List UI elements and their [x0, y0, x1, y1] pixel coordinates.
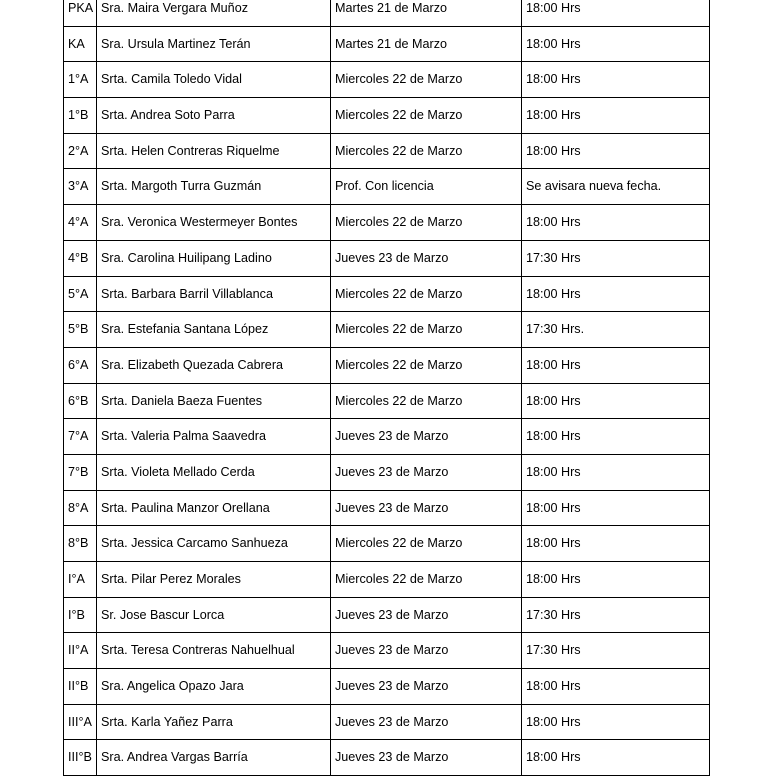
meeting-schedule-table — [63, 0, 710, 776]
date-cell: Miercoles 22 de Marzo — [331, 312, 522, 348]
time-cell: 17:30 Hrs. — [522, 312, 710, 348]
teacher-cell: Sra. Estefania Santana López — [97, 312, 331, 348]
date-cell: Prof. Con licencia — [331, 169, 522, 205]
table-row — [64, 0, 710, 26]
time-cell: Se avisara nueva fecha. — [522, 169, 710, 205]
teacher-cell: Sra. Elizabeth Quezada Cabrera — [97, 347, 331, 383]
teacher-cell: Srta. Paulina Manzor Orellana — [97, 490, 331, 526]
course-cell: 4°B — [64, 240, 97, 276]
time-cell: 18:00 Hrs — [522, 276, 710, 312]
course-cell: II°B — [64, 669, 97, 705]
time-cell: 18:00 Hrs — [522, 347, 710, 383]
time-cell: 18:00 Hrs — [522, 205, 710, 241]
date-cell: Martes 21 de Marzo — [331, 0, 522, 26]
time-cell: 17:30 Hrs — [522, 240, 710, 276]
course-cell: 8°A — [64, 490, 97, 526]
date-cell: Miercoles 22 de Marzo — [331, 526, 522, 562]
date-cell: Jueves 23 de Marzo — [331, 240, 522, 276]
teacher-cell: Srta. Jessica Carcamo Sanhueza — [97, 526, 331, 562]
teacher-cell: Srta. Pilar Perez Morales — [97, 562, 331, 598]
course-cell: KA — [64, 26, 97, 62]
table-row — [64, 704, 710, 740]
course-cell: I°A — [64, 562, 97, 598]
course-cell: 1°A — [64, 62, 97, 98]
table-row — [64, 419, 710, 455]
time-cell: 18:00 Hrs — [522, 669, 710, 705]
table-row — [64, 169, 710, 205]
time-cell: 18:00 Hrs — [522, 419, 710, 455]
course-cell: III°B — [64, 740, 97, 776]
date-cell: Jueves 23 de Marzo — [331, 633, 522, 669]
date-cell: Jueves 23 de Marzo — [331, 419, 522, 455]
course-cell: 2°A — [64, 133, 97, 169]
course-cell: 8°B — [64, 526, 97, 562]
table-row — [64, 383, 710, 419]
teacher-cell: Sra. Carolina Huilipang Ladino — [97, 240, 331, 276]
table-row — [64, 740, 710, 776]
teacher-cell: Srta. Violeta Mellado Cerda — [97, 454, 331, 490]
course-cell: III°A — [64, 704, 97, 740]
table-row — [64, 276, 710, 312]
time-cell: 18:00 Hrs — [522, 0, 710, 26]
teacher-cell: Srta. Helen Contreras Riquelme — [97, 133, 331, 169]
time-cell: 18:00 Hrs — [522, 526, 710, 562]
date-cell: Miercoles 22 de Marzo — [331, 98, 522, 134]
table-row — [64, 98, 710, 134]
table-row — [64, 562, 710, 598]
course-cell: II°A — [64, 633, 97, 669]
date-cell: Miercoles 22 de Marzo — [331, 562, 522, 598]
course-cell: 6°A — [64, 347, 97, 383]
teacher-cell: Sr. Jose Bascur Lorca — [97, 597, 331, 633]
course-cell: PKA — [64, 0, 97, 26]
course-cell: I°B — [64, 597, 97, 633]
teacher-cell: Srta. Daniela Baeza Fuentes — [97, 383, 331, 419]
time-cell: 17:30 Hrs — [522, 633, 710, 669]
table-row — [64, 669, 710, 705]
table-row — [64, 62, 710, 98]
teacher-cell: Srta. Andrea Soto Parra — [97, 98, 331, 134]
table-row — [64, 633, 710, 669]
time-cell: 18:00 Hrs — [522, 98, 710, 134]
course-cell: 7°B — [64, 454, 97, 490]
teacher-cell: Sra. Andrea Vargas Barría — [97, 740, 331, 776]
table-row — [64, 454, 710, 490]
date-cell: Miercoles 22 de Marzo — [331, 347, 522, 383]
date-cell: Miercoles 22 de Marzo — [331, 276, 522, 312]
time-cell: 18:00 Hrs — [522, 383, 710, 419]
time-cell: 18:00 Hrs — [522, 454, 710, 490]
date-cell: Miercoles 22 de Marzo — [331, 383, 522, 419]
time-cell: 18:00 Hrs — [522, 490, 710, 526]
date-cell: Jueves 23 de Marzo — [331, 490, 522, 526]
course-cell: 5°A — [64, 276, 97, 312]
teacher-cell: Srta. Margoth Turra Guzmán — [97, 169, 331, 205]
course-cell: 5°B — [64, 312, 97, 348]
table-row — [64, 26, 710, 62]
teacher-cell: Srta. Teresa Contreras Nahuelhual — [97, 633, 331, 669]
date-cell: Miercoles 22 de Marzo — [331, 205, 522, 241]
time-cell: 18:00 Hrs — [522, 740, 710, 776]
date-cell: Miercoles 22 de Marzo — [331, 133, 522, 169]
teacher-cell: Sra. Maira Vergara Muñoz — [97, 0, 331, 26]
table-row — [64, 597, 710, 633]
date-cell: Martes 21 de Marzo — [331, 26, 522, 62]
time-cell: 18:00 Hrs — [522, 133, 710, 169]
teacher-cell: Srta. Camila Toledo Vidal — [97, 62, 331, 98]
table-body — [64, 0, 710, 776]
date-cell: Jueves 23 de Marzo — [331, 704, 522, 740]
table-row — [64, 347, 710, 383]
teacher-cell: Srta. Barbara Barril Villablanca — [97, 276, 331, 312]
course-cell: 1°B — [64, 98, 97, 134]
date-cell: Jueves 23 de Marzo — [331, 597, 522, 633]
table-row — [64, 526, 710, 562]
time-cell: 17:30 Hrs — [522, 597, 710, 633]
time-cell: 18:00 Hrs — [522, 562, 710, 598]
table-row — [64, 240, 710, 276]
teacher-cell: Sra. Veronica Westermeyer Bontes — [97, 205, 331, 241]
date-cell: Jueves 23 de Marzo — [331, 454, 522, 490]
time-cell: 18:00 Hrs — [522, 62, 710, 98]
date-cell: Jueves 23 de Marzo — [331, 740, 522, 776]
course-cell: 4°A — [64, 205, 97, 241]
teacher-cell: Sra. Ursula Martinez Terán — [97, 26, 331, 62]
table-row — [64, 312, 710, 348]
date-cell: Jueves 23 de Marzo — [331, 669, 522, 705]
time-cell: 18:00 Hrs — [522, 26, 710, 62]
date-cell: Miercoles 22 de Marzo — [331, 62, 522, 98]
table-row — [64, 205, 710, 241]
table-row — [64, 490, 710, 526]
teacher-cell: Sra. Angelica Opazo Jara — [97, 669, 331, 705]
course-cell: 6°B — [64, 383, 97, 419]
time-cell: 18:00 Hrs — [522, 704, 710, 740]
course-cell: 3°A — [64, 169, 97, 205]
table-row — [64, 133, 710, 169]
course-cell: 7°A — [64, 419, 97, 455]
teacher-cell: Srta. Karla Yañez Parra — [97, 704, 331, 740]
teacher-cell: Srta. Valeria Palma Saavedra — [97, 419, 331, 455]
